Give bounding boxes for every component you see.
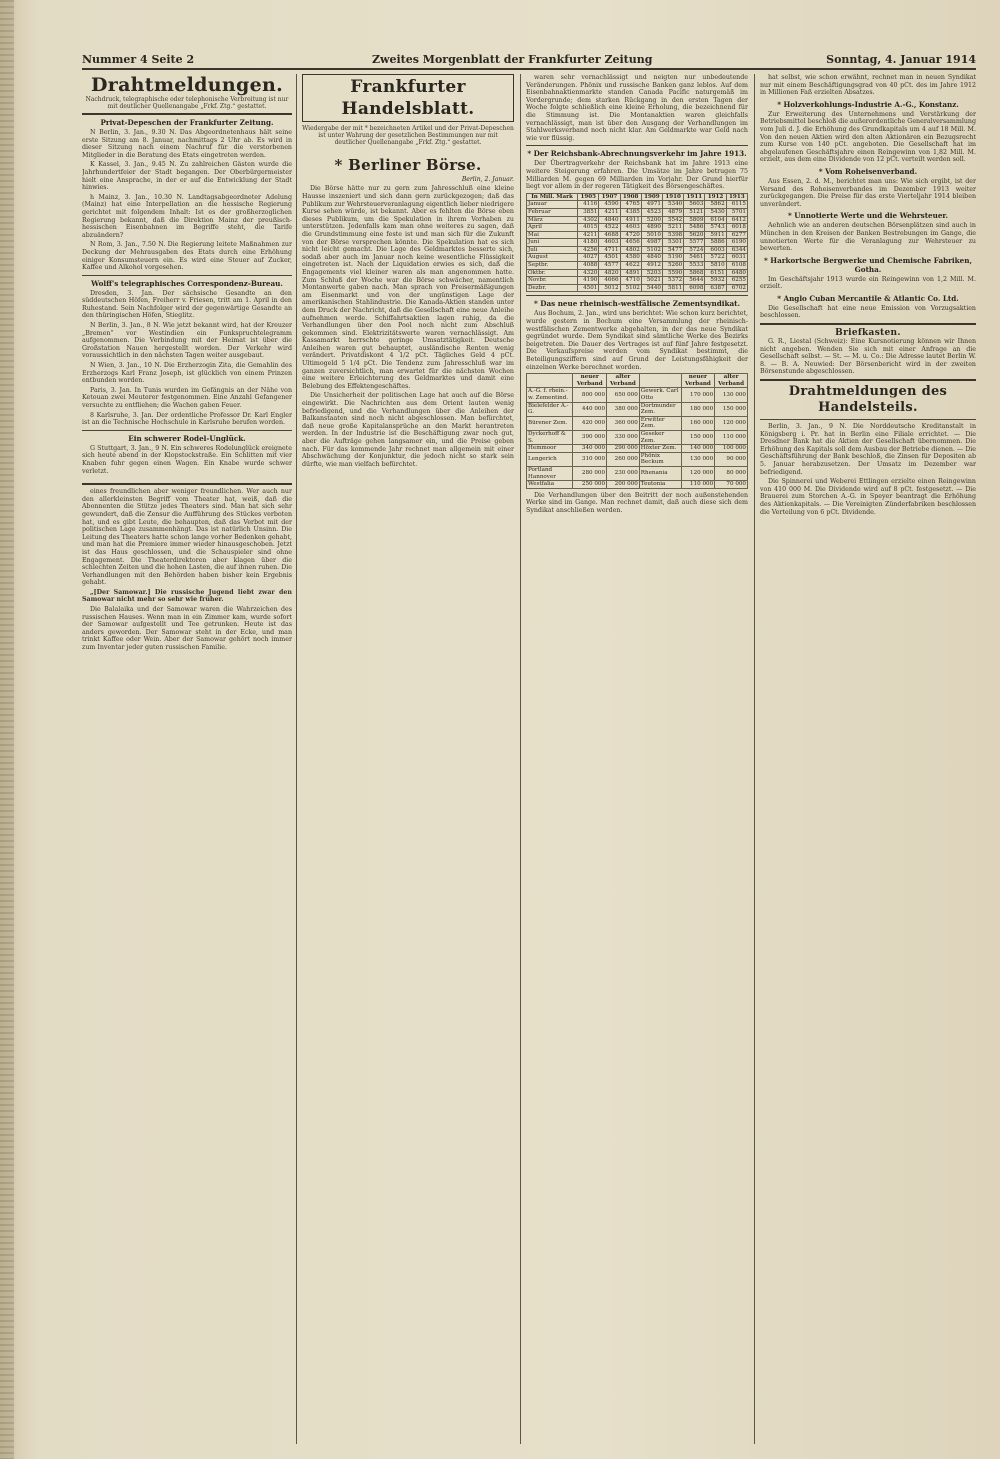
table-cell: 5477 [663, 246, 684, 254]
article-paragraph: Zur Erweiterung des Unternehmens und Verstärkung der Betriebsmittel beschloß die außerordentliche Generalversammlung vom Juli d. J. die Erhöhung des Grundkapitals um 4 auf 18 Mill. M. Von den neuen Aktien wird den alten Aktionären ein Bezugsrecht zum Kurse von 140 pCt. angeboten. Die Gesellschaft hat im abgelaufenen Geschäftsjahre einen Reingewinn von 1,82 Mill. M. erzielt, aus dem eine Dividende von 12 pCt. verteilt werden soll. [760, 110, 976, 164]
article-paragraph: Die Verhandlungen über den Beitritt der noch außenstehenden Werke sind im Gange. Man rechnet damit, daß auch diese sich dem Syndikat anschließen werden. [526, 491, 748, 514]
section-heading: * Der Reichsbank-Abrechnungsverkehr im Jahre 1913. [527, 149, 747, 159]
article-paragraph: Aus Bochum, 2. Jan., wird uns berichtet: Wie schon kurz berichtet, wurde gestern in Bochum eine Versammlung der rheinisch-westfälischen Zementwerke abgehalten, in der das neue Syndikat gegründet wurde. Dem Syndikat sind sämtliche Werke des Bezirks beigetreten. Die Dauer des Vertrages ist auf fünf Jahre festgesetzt. Die Verkaufspreise werden vom Syndikat bestimmt, die Beteiligungsziffern sind auf Grund der Leistungsfähigkeit der einzelnen Werke berechnet worden. [526, 310, 748, 371]
section-heading: Ein schwerer Rodel-Unglück. [128, 433, 246, 443]
table-cell: 4912 [641, 262, 662, 270]
table-cell: 4879 [663, 208, 684, 216]
table-cell: 5809 [684, 216, 705, 224]
article-title: * Berliner Börse. [334, 156, 482, 174]
section-heading: * Das neue rheinisch-westfälische Zementsyndikat. [534, 299, 740, 309]
table-cell: 5430 [705, 208, 726, 216]
table-row [527, 416, 748, 430]
table-cell: 4577 [599, 262, 620, 270]
article-paragraph: Der Übertragverkehr der Reichsbank hat im Jahre 1913 eine weitere Steigerung erfahren. Die Umsätze im Jahre betrugen 75 Milliarden M. gegen 69 Milliarden im Vorjahr. Der Grund hierfür liegt vor allem in der regeren Tätigkeit des Börsengeschäftes. [526, 160, 748, 191]
table-cell: 5603 [684, 201, 705, 209]
table-cell: 5190 [663, 254, 684, 262]
table-cell: 4385 [620, 208, 641, 216]
table-cell: 160 000 [681, 416, 715, 430]
table-cell: Novbr. [527, 277, 578, 285]
table-cell: 4088 [578, 262, 599, 270]
table-cell: 6108 [726, 262, 747, 270]
table-cell: 120 000 [715, 416, 748, 430]
table-header-cell: neuer Verband [573, 374, 607, 388]
table-cell: 260 000 [607, 452, 640, 466]
table-cell: 5722 [705, 254, 726, 262]
table-row [527, 231, 748, 239]
table-row [527, 430, 748, 444]
table-cell: 230 000 [607, 466, 640, 480]
table-cell: 4603 [620, 224, 641, 232]
table-cell: 5811 [663, 284, 684, 292]
table-cell: 6151 [705, 269, 726, 277]
table-cell: 4710 [620, 277, 641, 285]
table-row [527, 445, 748, 453]
table-row [527, 402, 748, 416]
table-cell: 4765 [620, 201, 641, 209]
dateline: Berlin, 2. Januar. [461, 176, 514, 183]
table-cell: 100 000 [715, 445, 748, 453]
table-cell: 6003 [705, 246, 726, 254]
column-business [760, 74, 976, 1444]
table-cell: 6480 [726, 269, 747, 277]
table-cell: 180 000 [681, 402, 715, 416]
table-cell: 4580 [620, 254, 641, 262]
table-cell: 800 000 [573, 388, 607, 402]
table-cell: 4590 [599, 201, 620, 209]
section-subtitle: Wiedergabe der mit * bezeichneten Artikel und der Privat-Depeschen ist unter Wahrung der gesetzlichen Bestimmungen nur mit deutlicher Quellenangabe „Frkf. Ztg.“ gestattet. [302, 125, 514, 146]
table-cell: 4015 [578, 224, 599, 232]
article-paragraph: Aehnlich wie an anderen deutschen Börsenplätzen sind auch in München in den Kreisen der Banken Bestrebungen im Gange, die unnotierten Werte für die Veranlagung zur Wehrsteuer zu bewerten. [760, 222, 976, 253]
table-cell: 170 000 [681, 388, 715, 402]
article-paragraph: Berlin, 3. Jan., 9 N. Die Norddeutsche Kreditanstalt in Königsberg i. Pr. hat in Berlin eine Filiale errichtet. — Die Dresdner Bank hat die Aktien der Gesellschaft übernommen. Die Erhöhung des Kapitals soll dem Ausbau der Betriebe dienen. — Die Geschäftsführung der Bank beschloß, die Zinsen für Depositen ab 5. Januar herabzusetzen. Der Umsatz im Dezember war befriedigend. [760, 423, 976, 476]
table-cell: 4840 [641, 254, 662, 262]
table-row [527, 208, 748, 216]
table-cell: 140 000 [681, 445, 715, 453]
table-header-cell [639, 374, 681, 388]
table-cell: 420 000 [573, 416, 607, 430]
table-header-cell: alter Verband [607, 374, 640, 388]
table-cell: 4603 [599, 239, 620, 247]
table-cell: 5398 [663, 231, 684, 239]
table-cell: 440 000 [573, 402, 607, 416]
article-paragraph: Die Gesellschaft hat eine neue Emission von Vorzugsaktien beschlossen. [760, 304, 976, 320]
table-cell: 340 000 [573, 445, 607, 453]
table-cell: 5868 [684, 269, 705, 277]
article-paragraph: h Mainz, 3. Jan., 10.30 N. Landtagsabgeordneter Adelung (Mainz) hat eine Interpellation an die hessische Regierung gerichtet mit folgendem Inhalt: Ist es der großherzoglichen Regierung bekannt, daß die Direktion Mainz der preußisch-hessischen Eisenbahnen im Begriffe steht, die Tarife abzuändern? [82, 193, 292, 239]
table-cell: 5620 [684, 231, 705, 239]
table-cell: A.-G. f. rhein.-w. Zementind. [527, 388, 573, 402]
table-cell: 6344 [726, 246, 747, 254]
table-cell: Februar [527, 208, 578, 216]
article-paragraph: Paris, 3. Jan. In Tunis wurden im Gefängnis an der Nähe von Ketouan zwei Meuterer festgenommen. Eine Anzahl Gefangener versuchte zu entfliehen; die Wachen gaben Feuer. [82, 386, 292, 409]
table-cell: 380 000 [607, 402, 640, 416]
table-header-cell: In Mill. Mark [527, 193, 578, 201]
table-row [527, 262, 748, 270]
table-cell: Erwitter Zem. [639, 416, 681, 430]
article-paragraph: K Kassel, 3. Jan., 9.45 N. Zu zahlreichen Gästen wurde die Jahrhundertfeier der Stadt begangen. Der Oberbürgermeister hielt eine Ansprache, in der er auf die Entwicklung der Stadt hinwies. [82, 161, 292, 192]
table-cell: 4211 [599, 208, 620, 216]
table-cell: 4840 [599, 216, 620, 224]
table-cell: 4256 [578, 246, 599, 254]
table-cell: 5886 [705, 239, 726, 247]
table-cell: 5590 [663, 269, 684, 277]
table-cell: 110 000 [681, 481, 715, 489]
table-cell: 5533 [684, 262, 705, 270]
table-cell: 4971 [641, 201, 662, 209]
table-cell: 4180 [578, 239, 599, 247]
article-paragraph: Aus Essen, 2. d. M., berichtet man uns: Wie sich ergibt, ist der Versand des Roheisenverbandes im Dezember 1913 weiter zurückgegangen. Die Preise für das erste Vierteljahr 1914 bleiben unverändert. [760, 177, 976, 208]
feuilleton-heading: „[Der Samowar.] Die russische Jugend liebt zwar den Samowar nicht mehr so sehr wie früher. [82, 588, 292, 604]
table-cell: 4802 [620, 246, 641, 254]
table-cell: 4501 [578, 284, 599, 292]
table-cell: 4211 [578, 231, 599, 239]
table-cell: 4116 [578, 201, 599, 209]
table-cell: 4987 [641, 239, 662, 247]
table-row [527, 481, 748, 489]
table-cell: 6031 [726, 254, 747, 262]
table-cell: 4711 [599, 246, 620, 254]
briefkasten-heading: Briefkasten. [835, 328, 901, 339]
table-cell: 5340 [663, 201, 684, 209]
table-cell: 5486 [684, 224, 705, 232]
table-cell: 5301 [663, 239, 684, 247]
table-cell: 4302 [578, 216, 599, 224]
table-cell: 4320 [578, 269, 599, 277]
section-heading: * Anglo Cuban Mercantile & Atlantic Co. Ltd. [777, 293, 959, 303]
section-heading: * Holzverkohlungs-Industrie A.-G., Konstanz. [777, 99, 959, 109]
table-cell: 3851 [578, 208, 599, 216]
table-cell: 5211 [663, 224, 684, 232]
table-cell: 650 000 [607, 388, 640, 402]
table-header-cell: 1912 [705, 193, 726, 201]
article-paragraph: Dresden, 3. Jan. Der sächsische Gesandte an den süddeutschen Höfen, Freiherr v. Friesen, tritt am 1. April in den Ruhestand. Sein Nachfolger wird der gegenwärtige Gesandte an den thüringischen Höfen, Stieglitz. [82, 289, 292, 320]
table-cell: 390 000 [573, 430, 607, 444]
table-header-cell: 1905 [578, 193, 599, 201]
table-cell: Dezbr. [527, 284, 578, 292]
table-cell: 4891 [620, 269, 641, 277]
table-cell: Höxter Zem. [639, 445, 681, 453]
masthead-left: Nummer 4 Seite 2 [82, 53, 195, 66]
feuilleton-paragraph: Die Balalaika und der Samowar waren die Wahrzeichen des russischen Hauses. Wenn man in ein Zimmer kam, wurde sofort der Samowar aufgestellt und Tee getrunken. Heute ist das anders geworden. Der Samowar steht in der Ecke, und man trinkt Kaffee oder Wein. Aber der Samowar gehört noch immer zum Inventar jeder guten russischen Familie. [82, 606, 292, 652]
table-cell: 5260 [663, 262, 684, 270]
table-cell: 4688 [599, 231, 620, 239]
table-cell: Rhenania [639, 466, 681, 480]
table-cell: 6098 [684, 284, 705, 292]
table-cell: 5010 [641, 231, 662, 239]
column-rule [754, 74, 755, 1444]
masthead-right: Sonntag, 4. Januar 1914 [826, 53, 976, 66]
table-header-cell: 1908 [620, 193, 641, 201]
table-cell: 5724 [684, 246, 705, 254]
table-cell: 4911 [620, 216, 641, 224]
table-cell: 130 000 [715, 388, 748, 402]
table-cell: 4622 [620, 262, 641, 270]
table-cell: 5644 [684, 277, 705, 285]
table-cell: 4523 [641, 208, 662, 216]
table-cell: Bürener Zem. [527, 416, 573, 430]
table-row [527, 269, 748, 277]
table-cell: Januar [527, 201, 578, 209]
table-cell: April [527, 224, 578, 232]
table-cell: 5701 [726, 208, 747, 216]
table-cell: 5021 [641, 277, 662, 285]
table-cell: 360 000 [607, 416, 640, 430]
section-heading: * Vom Roheisenverband. [818, 166, 918, 176]
abrechnung-table [526, 193, 748, 293]
table-cell: Phönix Beckum [639, 452, 681, 466]
table-cell: März [527, 216, 578, 224]
article-paragraph: N Wien, 3. Jan., 10 N. Die Erzherzogin Zita, die Gemahlin des Erzherzogs Karl Franz Joseph, ist glücklich von einem Prinzen entbunden worden. [82, 362, 292, 385]
binding-edge [0, 0, 14, 1459]
table-header-cell: 1909 [641, 193, 662, 201]
table-header-cell: 1910 [663, 193, 684, 201]
table-cell: 6702 [726, 284, 747, 292]
column-handelsblatt [302, 74, 514, 1444]
table-cell: 5372 [663, 277, 684, 285]
article-paragraph: Die Spinnerei und Weberei Ettlingen erzielte einen Reingewinn von 410 000 M. Die Dividende wird auf 8 pCt. festgesetzt. — Die Brauerei zum Storchen A.-G. in Speyer beantragt die Erhöhung des Aktienkapitals. — Die Vereinigten Zünderfabriken beschlossen die Verteilung von 6 pCt. Dividende. [760, 478, 976, 516]
table-cell: 5911 [705, 231, 726, 239]
syndikat-table [526, 373, 748, 489]
table-cell: 4720 [620, 231, 641, 239]
table-row [527, 246, 748, 254]
table-row [527, 201, 748, 209]
table-cell: 5461 [684, 254, 705, 262]
table-row [527, 224, 748, 232]
table-cell: 4190 [578, 277, 599, 285]
table-header-cell [527, 374, 573, 388]
table-header-cell: neuer Verband [681, 374, 715, 388]
table-cell: Dyckerhoff & S. [527, 430, 573, 444]
table-cell: Gewerk. Carl Otto [639, 388, 681, 402]
table-cell: Teutonia [639, 481, 681, 489]
table-cell: Juli [527, 246, 578, 254]
table-cell: 5203 [641, 269, 662, 277]
feuilleton-paragraph: eines freundlichen aber weniger freundlichen. Wer auch nur den allerkleinsten Begriff vom Theater hat, weiß, daß die Abonnenten die Stütze jedes Theaters sind. Man hat sich sehr gewundert, daß die Zensur die Aufführung des Stückes verboten hat, und es gibt Leute, die behaupten, daß das Verbot mit der politischen Lage zusammenhängt. Das ist natürlich Unsinn. Die Leitung des Theaters hatte schon lange vorher Bedenken gehabt, und man hat die Premiere immer wieder hinausgeschoben. Jetzt ist das Haus geschlossen, und die Schauspieler sind ohne Engagement. Die Theaterdirektoren aber klagen über die schlechten Zeiten und die hohen Lasten, die auf ihnen ruhen. Die Verhandlungen mit den Behörden haben bisher kein Ergebnis gehabt. [82, 488, 292, 587]
table-cell: 150 000 [681, 430, 715, 444]
table-cell: Hemmoor [527, 445, 573, 453]
table-cell: 120 000 [681, 466, 715, 480]
table-cell: 4522 [599, 224, 620, 232]
table-cell: 250 000 [573, 481, 607, 489]
table-row [527, 254, 748, 262]
table-cell: 6255 [726, 277, 747, 285]
table-cell: 90 000 [715, 452, 748, 466]
table-row [527, 388, 748, 402]
table-cell: 5743 [705, 224, 726, 232]
table-cell: 5577 [684, 239, 705, 247]
table-cell: 5102 [641, 246, 662, 254]
table-cell: 5810 [705, 262, 726, 270]
article-paragraph: G Stuttgart, 3. Jan., 9 N. Ein schweres Rodelunglück ereignete sich heute abend in der Klopstockstraße. Ein Schlitten mit vier Knaben fuhr gegen einen Wagen. Ein Knabe wurde schwer verletzt. [82, 444, 292, 475]
section-title: Drahtmeldungen des Handelsteils. [788, 384, 948, 416]
table-cell: 5102 [620, 284, 641, 292]
article-paragraph: Die Unsicherheit der politischen Lage hat auch auf die Börse eingewirkt. Die Nachrichten aus dem Orient lauten wenig befriedigend, und die Verhandlungen über die Anleihen der Balkanstaaten sind noch nicht abgeschlossen. Man befürchtet, daß neue große Kapitalansprüche an den Markt herantreten werden. In der Industrie ist die Beschäftigung zwar noch gut, aber die Aufträge gehen langsamer ein, und die Preise geben nach. Für das kommende Jahr rechnet man allgemein mit einer Abschwächung der Konjunktur, die jedoch nicht so stark sein dürfte, wie man vielfach befürchtet. [302, 392, 514, 468]
column-rule [520, 74, 521, 1444]
table-row [527, 277, 748, 285]
table-cell: 5012 [599, 284, 620, 292]
table-cell: 4501 [599, 254, 620, 262]
article-paragraph: N Berlin, 3. Jan., 9.30 N. Das Abgeordnetenhaus hält seine erste Sitzung am 8. Januar, nachmittags 2 Uhr ab. Es wird in dieser Sitzung nach einem Nachruf für die verstorbenen Mitglieder in die Beratung des Etats eingetreten werden. [82, 129, 292, 159]
table-cell: 6115 [726, 201, 747, 209]
section-title: Drahtmeldungen. [90, 74, 283, 96]
table-cell: 130 000 [681, 452, 715, 466]
table-cell: Dortmunder Zem. [639, 402, 681, 416]
table-cell: 310 000 [573, 452, 607, 466]
table-cell: August [527, 254, 578, 262]
table-header-cell: 1907 [599, 193, 620, 201]
table-cell: 5862 [705, 201, 726, 209]
table-cell: 6104 [705, 216, 726, 224]
table-cell: Mai [527, 231, 578, 239]
page-masthead [82, 52, 976, 70]
table-cell: Geseker Zem. [639, 430, 681, 444]
table-cell: 6387 [705, 284, 726, 292]
table-cell: 330 000 [607, 430, 640, 444]
table-cell: 6190 [726, 239, 747, 247]
table-cell: 4027 [578, 254, 599, 262]
article-paragraph: Die Börse hätte nur zu gern zum Jahresschluß eine kleine Hausse inszeniert und sich dann gern zurückgezogen; daß das Publikum zur Wehrsteuerveranlagung eigentlich lieber niedrigere Kurse sehen würde, ist bekannt. Aber es fehlten die Börse eben dieses Publikum, um die Spekulation in ihrem Vorhaben zu unterstützen. Jedenfalls kam man ohne weiteres zu sagen, daß die Grundstimmung eine feste ist und man sich für die Zukunft von der Börse versprechen könnte. Die Spekulation hat es sich nicht leicht gemacht. Die Lage des Geldmarktes besserte sich, sodaß aber auch im Januar noch keine wesentliche Flüssigkeit eingetreten ist. Nach der Liquidation erwies es sich, daß die Engagements viel kleiner waren als man angenommen hatte. Zum Schluß der Woche war die Börse schwächer, namentlich Montanwerte gaben nach. Man sprach von Preisermäßigungen am Eisenmarkt und von der ungünstigen Lage der amerikanischen Stahlindustrie. Die Kanada-Aktien standen unter dem Druck der Nachricht, daß die Gesellschaft eine neue Anleihe aufnehmen werde. Schiffahrtsaktien lagen ruhig, da die Verhandlungen über den Pool noch nicht zum Abschluß gekommen sind. Elektrizitätswerte waren vernachlässigt. Am Kassamarkt herrschte geringe Umsatztätigkeit. Deutsche Anleihen waren gut behauptet, ausländische Renten wenig verändert. Privatdiskont 4 1/2 pCt. Tägliches Geld 4 pCt. Ultimogeld 5 1/4 pCt. Die Tendenz zum Jahresschluß war im ganzen zuversichtlich, man erwartet für die nächsten Wochen eine weitere Erleichterung des Geldmarktes und damit eine Belebung des Effektengeschäftes. [302, 185, 514, 390]
table-cell: 6412 [726, 216, 747, 224]
table-cell: 5440 [641, 284, 662, 292]
article-paragraph: N Rom, 3. Jan., 7.50 N. Die Regierung leitete Maßnahmen zur Deckung der Mehrausgaben des Etats durch eine Erhöhung einiger Konsumsteuern ein. Es wird eine Steuer auf Zucker, Kaffee und Alkohol vorgesehen. [82, 241, 292, 272]
article-paragraph: Im Geschäftsjahr 1913 wurde ein Reingewinn von 1,2 Mill. M. erzielt. [760, 275, 976, 291]
table-cell: 6018 [726, 224, 747, 232]
section-subtitle: Nachdruck, telegraphische oder telephonische Verbreitung ist nur mit deutlicher Quellenangabe „Frkf. Ztg.“ gestattet. [85, 96, 289, 110]
table-row [527, 284, 748, 292]
table-cell: 5121 [684, 208, 705, 216]
table-cell: 4890 [641, 224, 662, 232]
table-cell: Juni [527, 239, 578, 247]
table-row [527, 216, 748, 224]
table-cell: 5542 [663, 216, 684, 224]
article-paragraph: N Berlin, 3. Jan., 8 N. Wie jetzt bekannt wird, hat der Kreuzer „Bremen“ vor Westindien ein Funkspruchtelegramm aufgenommen. Die Verbindung mit der Heimat ist über die Großstation Nauen hergestellt worden. Der Verkehr wird voraussichtlich in den nächsten Tagen weiter ausgebaut. [82, 322, 292, 360]
table-cell: 280 000 [573, 466, 607, 480]
column-market [526, 74, 748, 1444]
table-row [527, 466, 748, 480]
masthead-center: Zweites Morgenblatt der Frankfurter Zeitung [372, 53, 653, 66]
table-cell: 70 000 [715, 481, 748, 489]
section-heading: Privat-Depeschen der Frankfurter Zeitung. [100, 118, 274, 127]
table-cell: 110 000 [715, 430, 748, 444]
table-cell: 5200 [641, 216, 662, 224]
table-cell: 4656 [620, 239, 641, 247]
table-cell: 6277 [726, 231, 747, 239]
table-cell: Westfalia [527, 481, 573, 489]
article-paragraph: hat selbst, wie schon erwähnt, rechnet man in neuen Syndikat nur mit einem Beschäftigungsgrad von 40 pCt. des im Jahre 1912 in Millionen Faß erzielten Absatzes. [760, 74, 976, 97]
table-cell: Oktbr. [527, 269, 578, 277]
table-cell: 150 000 [715, 402, 748, 416]
table-cell: 4820 [599, 269, 620, 277]
table-cell: 290 000 [607, 445, 640, 453]
column-drahtmeldungen [82, 74, 292, 1444]
article-paragraph: waren sehr vernachlässigt und neigten nur unbedeutende Veränderungen. Phönix und russische Banken ganz leblos. Auf dem Eisenbahnaktienmarkte standen Canada Pacific naturgemäß im Vordergrunde; dem starken Rückgang in den ersten Tagen der Woche folgte schließlich eine kleine Erholung, die bezeichnend für die Stimmung ist. Die Montanaktien waren gleichfalls vernachlässigt, man ist über den Ausgang der Verhandlungen im Stahlwerksverband noch nicht klar. Am Geldmarkte war Geld nach wie vor flüssig. [526, 74, 748, 142]
table-header-cell: alter Verband [715, 374, 748, 388]
article-paragraph: 8 Karlsruhe, 3. Jan. Der ordentliche Professor Dr. Karl Engler ist an die Technische Hochschule in Karlsruhe berufen worden. [82, 411, 292, 427]
table-cell: 5932 [705, 277, 726, 285]
section-heading: * Harkortsche Bergwerke und Chemische Fabriken, Gotha. [764, 255, 972, 274]
column-rule [296, 74, 297, 1444]
table-cell: Lengerich [527, 452, 573, 466]
table-cell: 200 000 [607, 481, 640, 489]
section-title: Frankfurter Handelsblatt. [302, 74, 514, 122]
table-cell: Septbr. [527, 262, 578, 270]
section-heading: Wolff's telegraphisches Correspondenz-Bureau. [91, 278, 283, 288]
table-header-cell: 1913 [726, 193, 747, 201]
section-heading: * Unnotierte Werte und die Wehrsteuer. [787, 211, 949, 221]
table-row [527, 239, 748, 247]
table-cell: Portland Hannover [527, 466, 573, 480]
table-row [527, 452, 748, 466]
table-header-cell: 1911 [684, 193, 705, 201]
table-cell: 4666 [599, 277, 620, 285]
table-cell: 80 000 [715, 466, 748, 480]
table-cell: Bielefelder A.-G. [527, 402, 573, 416]
article-paragraph: G. R., Liestal (Schweiz): Eine Kursnotierung können wir Ihnen nicht angeben. Wenden Sie sich mit einer Anfrage an die Gesellschaft selbst. — St. — M. u. Co.: Die Adresse lautet Berlin W. 8. — B. A. Neuwied: Der Börsenbericht wird in der zweiten Börsenstunde abgeschlossen. [760, 338, 976, 376]
